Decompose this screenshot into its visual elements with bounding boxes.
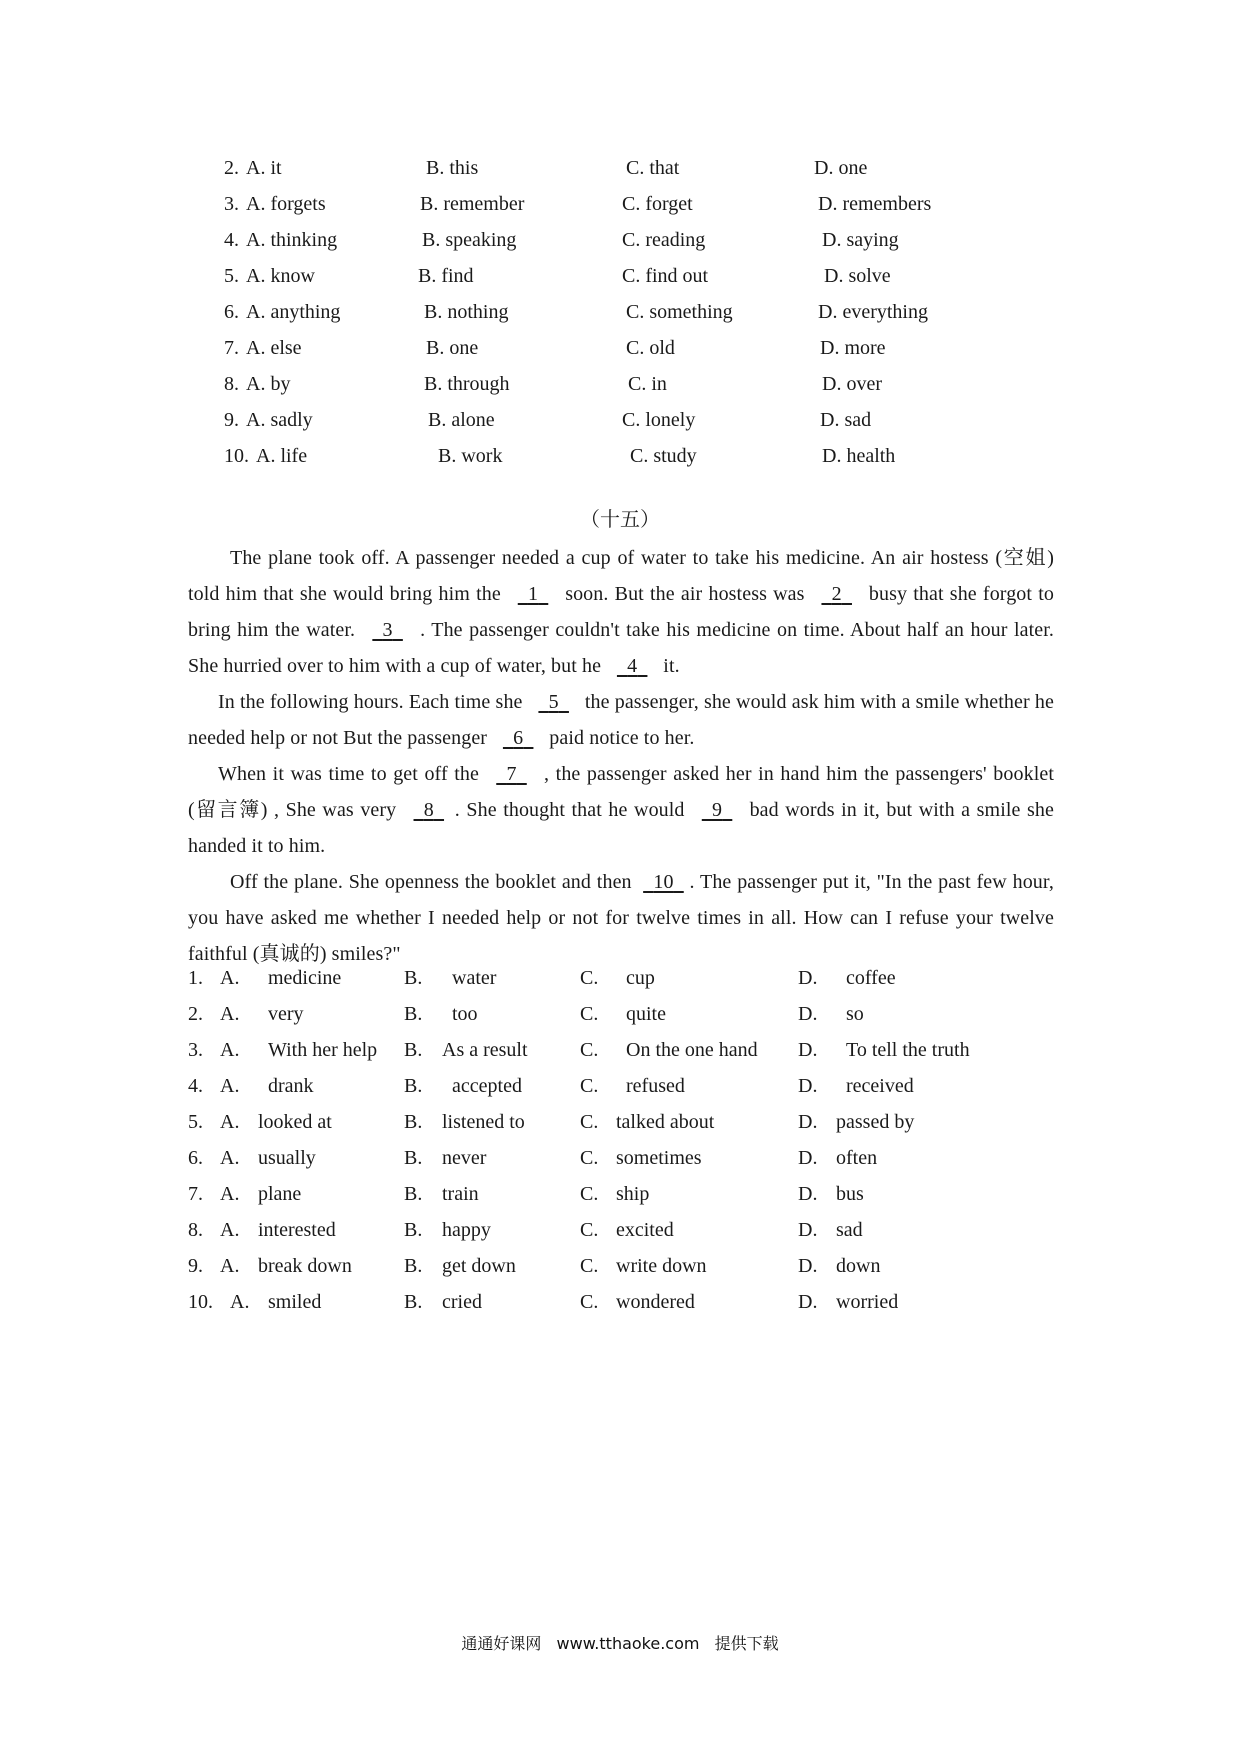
option-b: too (452, 1003, 478, 1025)
option-d-letter: D. (798, 1111, 818, 1133)
option-c: C. in (628, 373, 667, 395)
option-a: A. life (256, 445, 308, 467)
option-d: sad (836, 1219, 863, 1241)
question-number: 4. (224, 229, 239, 251)
passage-text: soon. But the air hostess was (565, 583, 805, 605)
option-a-letter: A. (220, 1039, 240, 1061)
footer-url[interactable]: www.tthaoke.com (556, 1634, 700, 1653)
option-c: wondered (616, 1291, 695, 1313)
option-d: D. more (820, 337, 886, 359)
question-number: 8. (224, 373, 239, 395)
page-footer (0, 1632, 1240, 1656)
option-a: With her help (268, 1039, 378, 1061)
option-a-letter: A. (220, 1255, 240, 1277)
option-a: very (268, 1003, 304, 1025)
footer-action: 提供下载 (714, 1634, 779, 1653)
option-a-letter: A. (220, 1219, 240, 1241)
option-d: bus (836, 1183, 864, 1205)
option-b: B. remember (420, 193, 525, 215)
section-title: （十五） (580, 509, 660, 531)
blank-9: 9 (711, 799, 723, 821)
cloze-passage (188, 540, 1054, 972)
option-d-letter: D. (798, 1291, 818, 1313)
option-c-letter: C. (580, 1075, 599, 1097)
option-b: B. nothing (424, 301, 509, 323)
option-d-letter: D. (798, 1075, 818, 1097)
option-a-letter: A. (220, 967, 240, 989)
option-a-letter: A. (220, 1111, 240, 1133)
option-c-letter: C. (580, 967, 599, 989)
option-b: water (452, 967, 497, 989)
option-b: get down (442, 1255, 516, 1277)
option-b-letter: B. (404, 1291, 423, 1313)
option-b-letter: B. (404, 1219, 423, 1241)
passage-text: Off the plane. She openness the booklet and then (230, 871, 632, 893)
option-c-letter: C. (580, 1291, 599, 1313)
question-number: 5. (188, 1111, 203, 1133)
option-c-letter: C. (580, 1147, 599, 1169)
option-a-letter: A. (220, 1183, 240, 1205)
option-d-letter: D. (798, 1255, 818, 1277)
option-a: A. it (246, 157, 282, 179)
option-c: quite (626, 1003, 666, 1025)
blank-10: 10 (653, 871, 674, 893)
blank-6: 6 (513, 727, 524, 749)
option-d: D. everything (818, 301, 928, 323)
option-a-letter: A. (220, 1003, 240, 1025)
option-a: plane (258, 1183, 302, 1205)
passage-text: the passenger, she would ask him with a smile whether he needed help or not But the passenger (188, 691, 1054, 749)
question-number: 10. (188, 1291, 213, 1313)
option-c-letter: C. (580, 1003, 599, 1025)
option-b: listened to (442, 1111, 525, 1133)
passage-text: it. (663, 655, 680, 677)
blank-8: 8 (423, 799, 434, 821)
option-c-letter: C. (580, 1183, 599, 1205)
option-c: cup (626, 967, 655, 989)
option-b-letter: B. (404, 1255, 423, 1277)
question-number: 9. (224, 409, 239, 431)
option-b: cried (442, 1291, 482, 1313)
option-b-letter: B. (404, 1039, 423, 1061)
question-number: 2. (188, 1003, 203, 1025)
option-c: write down (616, 1255, 707, 1277)
blank-7: 7 (506, 763, 517, 785)
option-a-letter: A. (230, 1291, 250, 1313)
option-b-letter: B. (404, 967, 423, 989)
blank-1: 1 (527, 583, 539, 605)
option-d-letter: D. (798, 1003, 818, 1025)
option-d: D. health (822, 445, 896, 467)
option-b: B. speaking (422, 229, 517, 251)
option-c: C. find out (622, 265, 709, 287)
option-d: D. saying (822, 229, 899, 251)
option-b: As a result (442, 1039, 528, 1061)
passage-text: , the passenger asked her in hand him the passengers' booklet (留言簿) , She was very (188, 763, 1054, 821)
passage-text: busy that she forgot to bring him the water. (188, 583, 1054, 641)
blank-4: 4 (627, 655, 638, 677)
option-c-letter: C. (580, 1111, 599, 1133)
option-b: B. through (424, 373, 510, 395)
option-b: B. work (438, 445, 503, 467)
option-d-letter: D. (798, 1219, 818, 1241)
option-b: B. find (418, 265, 474, 287)
option-d-letter: D. (798, 1147, 818, 1169)
option-d: D. solve (824, 265, 891, 287)
question-number: 4. (188, 1075, 203, 1097)
option-a: smiled (268, 1291, 322, 1313)
blank-5: 5 (548, 691, 559, 713)
passage-text: bad words in it, but with a smile she handed it to him. (188, 799, 1054, 857)
option-d-letter: D. (798, 1183, 818, 1205)
option-b-letter: B. (404, 1003, 423, 1025)
question-number: 7. (188, 1183, 203, 1205)
option-b: happy (442, 1219, 491, 1241)
passage-text: . The passenger put it, "In the past few hour, you have asked me whether I needed help or not for twelve times in all. How can I refuse your twelve faithful (真诚的) smiles?" (188, 871, 1054, 965)
passage-text: . The passenger couldn't take his medicine on time. About half an hour later. She hurried over to him with a cup of water, but he (188, 619, 1055, 677)
option-c: C. reading (622, 229, 706, 251)
passage-text: In the following hours. Each time she (218, 691, 523, 713)
option-c: On the one hand (626, 1039, 758, 1061)
option-d: D. over (822, 373, 882, 395)
option-a: A. anything (246, 301, 341, 323)
passage-text: When it was time to get off the (218, 763, 479, 785)
option-a: interested (258, 1219, 336, 1241)
option-b: train (442, 1183, 479, 1205)
option-d: coffee (846, 967, 896, 989)
option-d: D. sad (820, 409, 872, 431)
option-b-letter: B. (404, 1183, 423, 1205)
blank-3: 3 (382, 619, 393, 641)
passage-paragraph-2 (188, 684, 1054, 756)
option-a: A. else (246, 337, 302, 359)
option-c: sometimes (616, 1147, 702, 1169)
option-c: talked about (616, 1111, 715, 1133)
option-b-letter: B. (404, 1147, 423, 1169)
option-d: D. remembers (818, 193, 932, 215)
option-d: received (846, 1075, 914, 1097)
passage-text: paid notice to her. (549, 727, 695, 749)
option-c: C. old (626, 337, 675, 359)
passage-text: The plane took off. A passenger needed a cup of water to take his medicine. An air hostess (空姐) told him that she would bring him the (188, 547, 1054, 605)
option-c: excited (616, 1219, 674, 1241)
question-number: 3. (188, 1039, 203, 1061)
option-c: C. that (626, 157, 680, 179)
option-b-letter: B. (404, 1111, 423, 1133)
question-number: 6. (224, 301, 239, 323)
question-number: 1. (188, 967, 203, 989)
option-d-letter: D. (798, 967, 818, 989)
option-d-letter: D. (798, 1039, 818, 1061)
option-a: A. thinking (246, 229, 338, 251)
option-c: C. lonely (622, 409, 696, 431)
option-a: break down (258, 1255, 352, 1277)
option-c-letter: C. (580, 1255, 599, 1277)
option-b: accepted (452, 1075, 522, 1097)
option-d: down (836, 1255, 881, 1277)
blank-2: 2 (831, 583, 842, 605)
passage-paragraph-3 (188, 756, 1054, 864)
option-d: D. one (814, 157, 868, 179)
question-number: 2. (224, 157, 239, 179)
question-number: 6. (188, 1147, 203, 1169)
option-b: never (442, 1147, 487, 1169)
option-c: refused (626, 1075, 685, 1097)
option-a: drank (268, 1075, 314, 1097)
option-b-letter: B. (404, 1075, 423, 1097)
option-b: B. one (426, 337, 479, 359)
passage-paragraph-4 (188, 864, 1054, 972)
option-c-letter: C. (580, 1039, 599, 1061)
question-number: 10. (224, 445, 249, 467)
question-number: 7. (224, 337, 239, 359)
option-d: To tell the truth (846, 1039, 970, 1061)
option-c: ship (616, 1183, 650, 1205)
option-a-letter: A. (220, 1075, 240, 1097)
option-a: A. by (246, 373, 291, 395)
passage-paragraph-1 (188, 540, 1054, 684)
option-c: C. forget (622, 193, 693, 215)
option-d: passed by (836, 1111, 915, 1133)
option-c-letter: C. (580, 1219, 599, 1241)
option-c: C. study (630, 445, 697, 467)
option-d: so (846, 1003, 864, 1025)
option-a: A. know (246, 265, 315, 287)
question-number: 5. (224, 265, 239, 287)
option-b: B. alone (428, 409, 495, 431)
option-a: A. sadly (246, 409, 313, 431)
option-d: worried (836, 1291, 899, 1313)
option-a: A. forgets (246, 193, 326, 215)
option-b: B. this (426, 157, 479, 179)
question-number: 9. (188, 1255, 203, 1277)
option-c: C. something (626, 301, 733, 323)
option-a: usually (258, 1147, 316, 1169)
passage-text: . She thought that he would (454, 799, 685, 821)
option-d: often (836, 1147, 878, 1169)
question-number: 8. (188, 1219, 203, 1241)
option-a: looked at (258, 1111, 332, 1133)
option-a-letter: A. (220, 1147, 240, 1169)
option-a: medicine (268, 967, 342, 989)
question-number: 3. (224, 193, 239, 215)
footer-site-name: 通通好课网 (461, 1634, 542, 1653)
